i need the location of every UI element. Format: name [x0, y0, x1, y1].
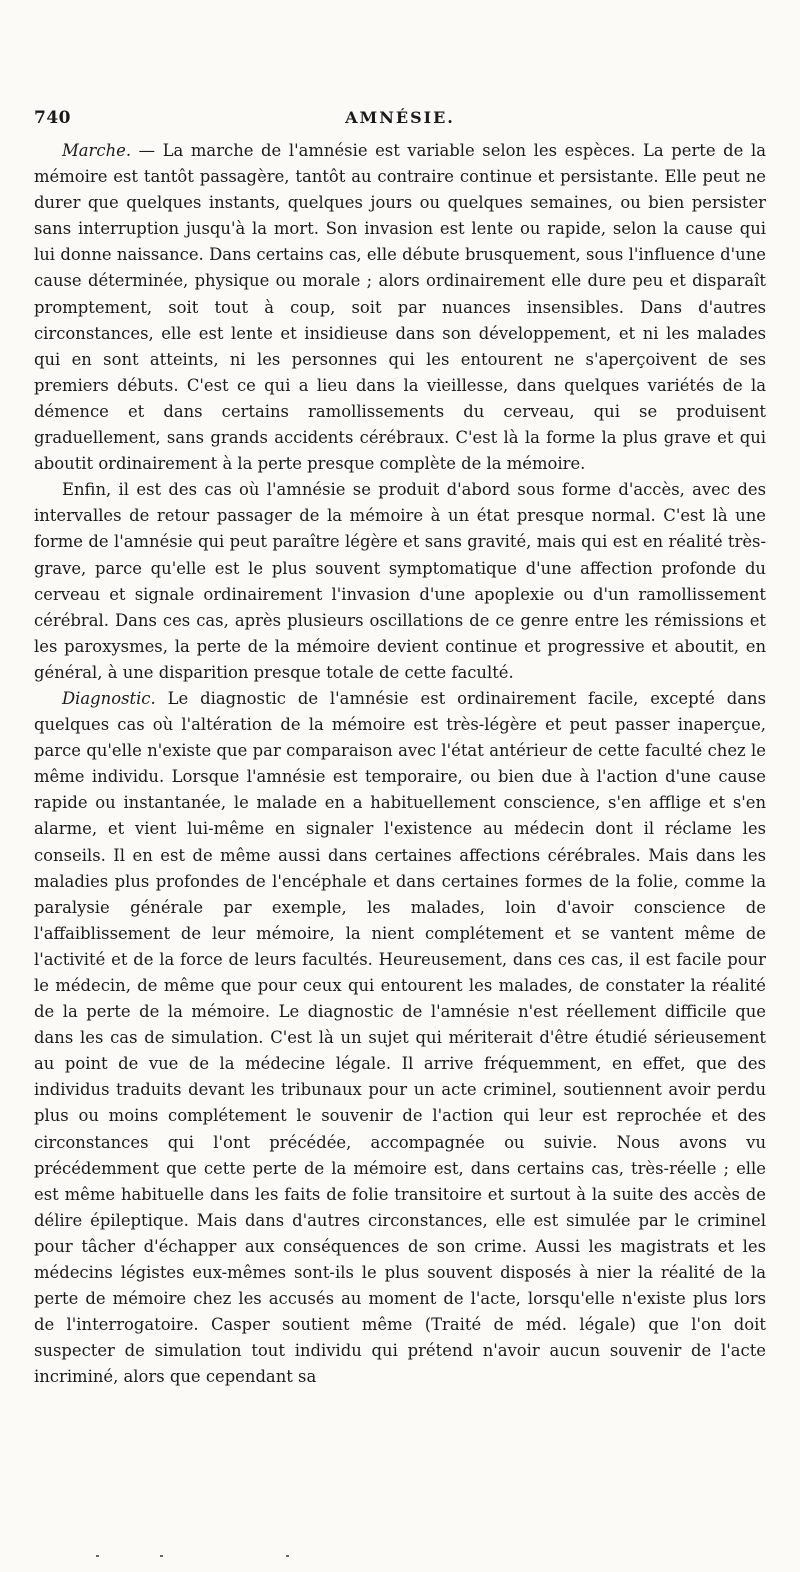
paragraph-enfin: [34, 477, 766, 686]
page-specks: [96, 1555, 296, 1561]
section-lead-diagnostic: Diagnostic.: [62, 688, 156, 708]
paragraph-text: Enfin, il est des cas où l'amnésie se produit d'abord sous forme d'accès, avec des intervalles de retour passager de la mémoire à un état presque normal. C'est là une forme de l'amnésie qui peut paraître légère et sans gravité, mais qui est en réalité très-grave, parce qu'elle est le plus souvent symptomatique d'une affection profonde du cerveau et signale ordinairement l'invasion d'une apoplexie ou d'un ramollissement cérébral. Dans ces cas, après plusieurs oscillations de ce genre entre les rémissions et les paroxysmes, la perte de la mémoire devient continue et progressive et aboutit, en général, à une disparition presque totale de cette faculté.: [34, 480, 766, 682]
body-text: [34, 138, 766, 1391]
paragraph-marche: [34, 138, 766, 477]
section-lead-marche: Marche.: [62, 141, 132, 160]
paragraph-text: Le diagnostic de l'amnésie est ordinairement facile, excepté dans quelques cas où l'altération de la mémoire est très-légère et peut passer inaperçue, parce qu'elle n'existe que par comparaison avec l'état antérieur de cette faculté chez le même individu. Lorsque l'amnésie est temporaire, ou bien due à l'action d'une cause rapide ou instantanée, le malade en a habituellement conscience, s'en afflige et s'en alarme, et vient lui-même en signaler l'existence au médecin dont il réclame les conseils. Il en est de même aussi dans certaines affections cérébrales. Mais dans les maladies plus profondes de l'encéphale et dans certaines formes de la folie, comme la paralysie générale par exemple, les malades, loin d'avoir conscience de l'affaiblissement de leur mémoire, la nient complétement et se vantent même de l'activité et de la force de leurs facultés. Heureusement, dans ces cas, il est facile pour le médecin, de même que pour ceux qui entourent les malades, de constater la réalité de la perte de la mémoire. Le diagnostic de l'amnésie n'est réellement difficile que dans les cas de simulation. C'est là un sujet qui mériterait d'être étudié sérieusement au point de vue de la médecine légale. Il arrive fréquemment, en effet, que des individus traduits devant les tribunaux pour un acte criminel, soutiennent avoir perdu plus ou moins complétement le souvenir de l'action qui leur est reprochée et des circonstances qui l'ont précédée, accompagnée ou suivie. Nous avons vu précédemment que cette perte de la mémoire est, dans certains cas, très-réelle ; elle est même habituelle dans les faits de folie transitoire et surtout à la suite des accès de délire épileptique. Mais dans d'autres circonstances, elle est simulée par le criminel pour tâcher d'échapper aux conséquences de son crime. Aussi les magistrats et les médecins légistes eux-mêmes sont-ils le plus souvent disposés à nier la réalité de la perte de mémoire chez les accusés au moment de l'acte, lorsqu'elle n'existe plus lors de l'interrogatoire. Casper soutient même (Traité de méd. légale) que l'on doit suspecter de simulation tout individu qui prétend n'avoir aucun souvenir de l'acte incriminé, alors que cependant sa: [34, 688, 766, 1387]
paragraph-text: — La marche de l'amnésie est variable selon les espèces. La perte de la mémoire est tantôt passagère, tantôt au contraire continue et persistante. Elle peut ne durer que quelques instants, quelques jours ou quelques semaines, ou bien persister sans interruption jusqu'à la mort. Son invasion est lente ou rapide, selon la cause qui lui donne naissance. Dans certains cas, elle débute brusquement, sous l'influence d'une cause déterminée, physique ou morale ; alors ordinairement elle dure peu et disparaît promptement, soit tout à coup, soit par nuances insensibles. Dans d'autres circonstances, elle est lente et insidieuse dans son développement, et ni les malades qui en sont atteints, ni les personnes qui les entourent ne s'aperçoivent de ses premiers débuts. C'est ce qui a lieu dans la vieillesse, dans quelques variétés de la démence et dans certains ramollissements du cerveau, qui se produisent graduellement, sans grands accidents cérébraux. C'est là la forme la plus grave et qui aboutit ordinairement à la perte presque complète de la mémoire.: [34, 141, 766, 474]
paragraph-diagnostic: [34, 686, 766, 1391]
running-title: AMNÉSIE.: [345, 108, 455, 127]
running-header: [34, 108, 766, 138]
document-page: [34, 108, 766, 1391]
page-number: 740: [34, 108, 71, 128]
